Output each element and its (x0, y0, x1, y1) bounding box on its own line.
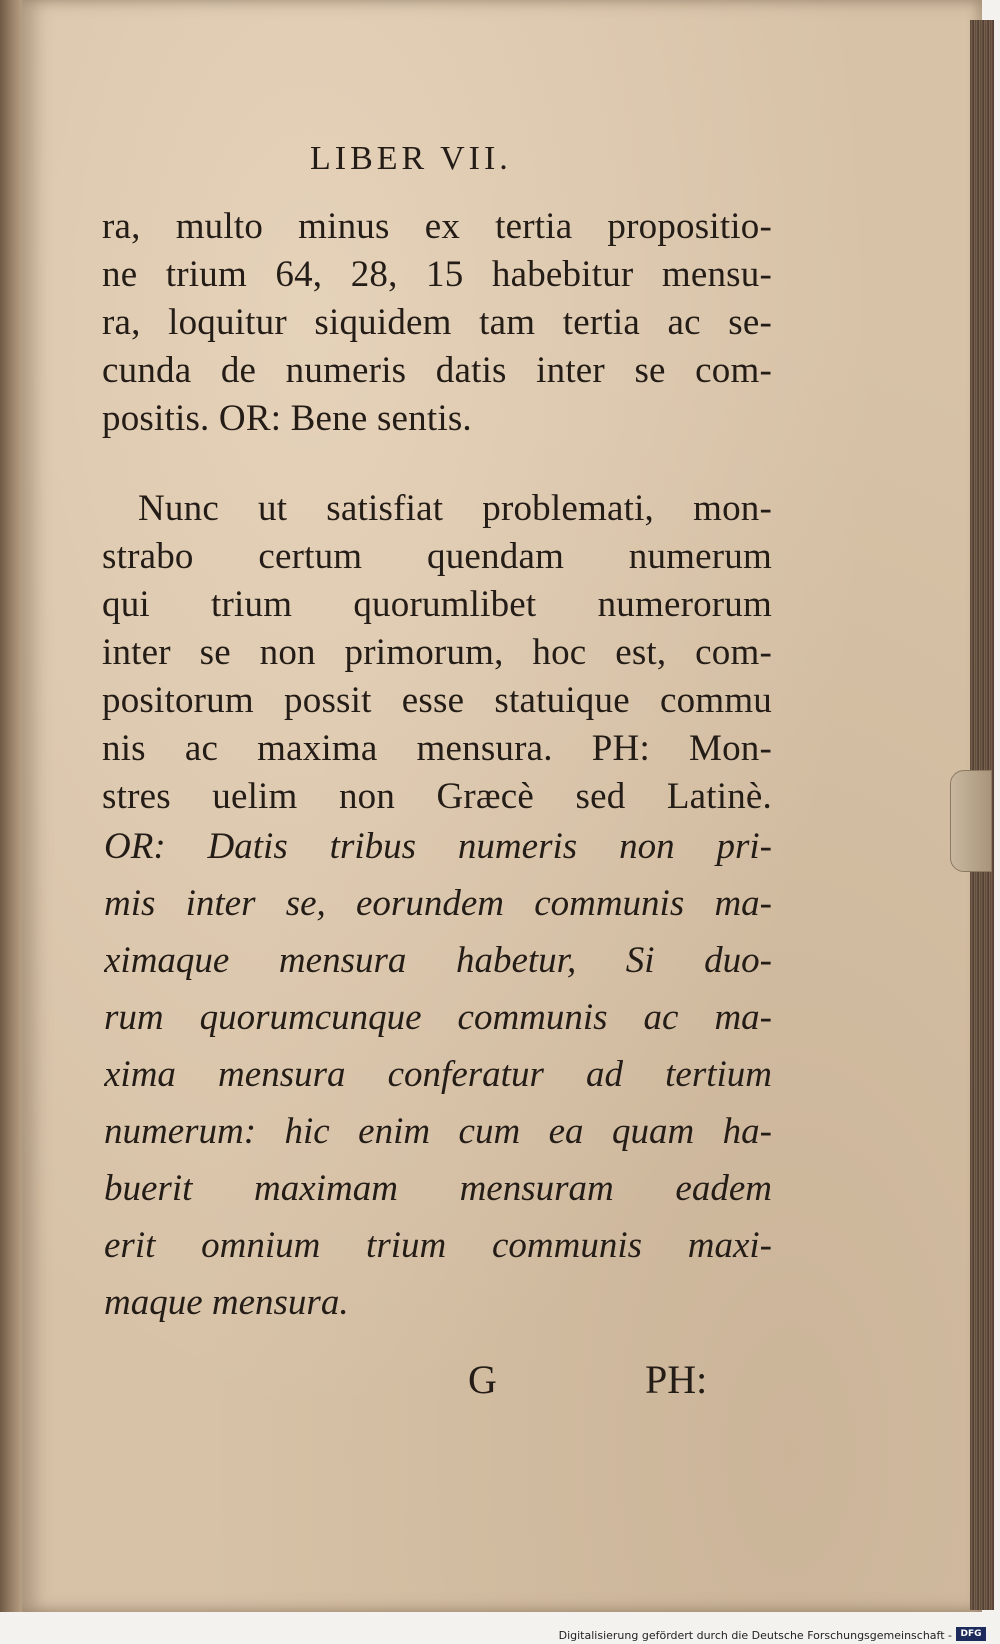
text-line: positorum possit esse statuique commu (102, 680, 772, 721)
italic-line: numerum: hic enim cum ea quam ha- (104, 1111, 772, 1152)
running-head: LIBER VII. (310, 140, 512, 177)
text-line: stres uelim non Græcè sed Latinè. (102, 776, 772, 817)
text-line: cunda de numeris datis inter se com- (102, 350, 772, 391)
footer-credit: Digitalisierung gefördert durch die Deutsche Forschungsgemeinschaft - (558, 1629, 952, 1642)
catchword: PH: (645, 1357, 708, 1402)
page-tab-marker (950, 770, 992, 872)
text-line: positis. OR: Bene sentis. (102, 398, 472, 439)
italic-line: maque mensura. (104, 1282, 349, 1323)
italic-line: ximaque mensura habetur, Si duo- (104, 940, 772, 981)
italic-line: xima mensura conferatur ad tertium (104, 1054, 772, 1095)
text-line: ra, multo minus ex tertia propositio- (102, 206, 772, 247)
text-line: inter se non primorum, hoc est, com- (102, 632, 772, 673)
text-line: ra, loquitur siquidem tam tertia ac se- (102, 302, 772, 343)
text-line: qui trium quorumlibet numerorum (102, 584, 772, 625)
italic-line: OR: Datis tribus numeris non pri- (104, 826, 772, 867)
italic-line: erit omnium trium communis maxi- (104, 1225, 772, 1266)
italic-line: rum quorumcunque communis ac ma- (104, 997, 772, 1038)
text-line: Nunc ut satisfiat problemati, mon- (138, 488, 772, 529)
text-line: ne trium 64, 28, 15 habebitur mensu- (102, 254, 772, 295)
text-line: strabo certum quendam numerum (102, 536, 772, 577)
italic-line: buerit maximam mensuram eadem (104, 1168, 772, 1209)
text-line: nis ac maxima mensura. PH: Mon- (102, 728, 772, 769)
dfg-logo-icon: DFG (956, 1627, 986, 1641)
signature-mark: G (468, 1357, 497, 1402)
italic-line: mis inter se, eorundem communis ma- (104, 883, 772, 924)
